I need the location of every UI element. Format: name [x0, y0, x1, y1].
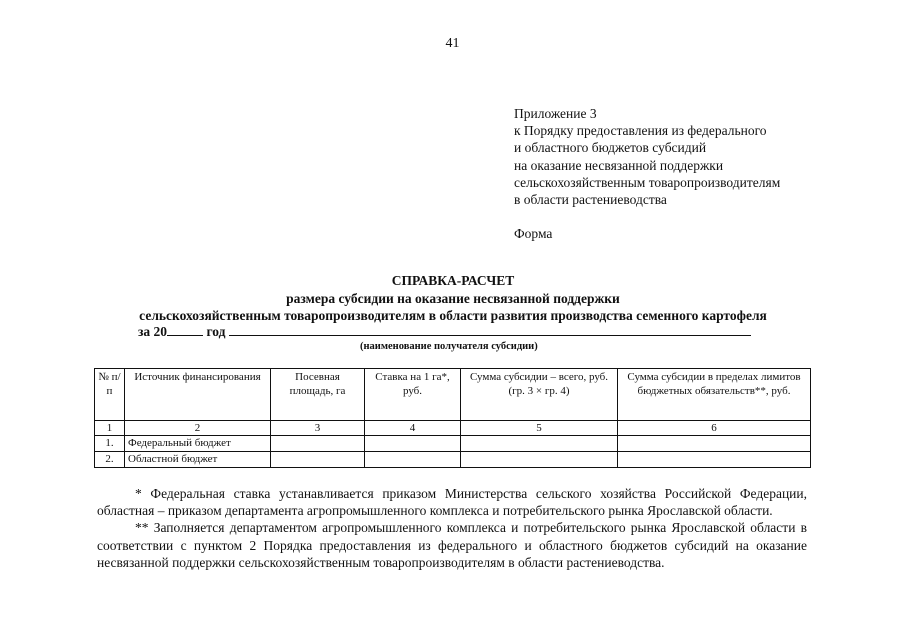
- table-header-row: [95, 369, 811, 421]
- column-number: 3: [271, 421, 365, 436]
- period-line: [138, 323, 751, 340]
- row-rate-cell[interactable]: [365, 436, 461, 452]
- row-subsidy-total-cell[interactable]: [461, 452, 618, 468]
- row-subsidy-limit-cell[interactable]: [618, 436, 811, 452]
- row-rate-cell[interactable]: [365, 452, 461, 468]
- title-line-2: размера субсидии на оказание несвязанной поддержки: [286, 290, 620, 306]
- table-row: [95, 436, 811, 452]
- row-area-cell[interactable]: [271, 452, 365, 468]
- footnote-federal-rate: * Федеральная ставка устанавливается приказом Министерства сельского хозяйства Российской Федерации, областная – приказом департамента агропромышленного комплекса и потребительского рынка Ярославской области.: [97, 486, 807, 519]
- document-title: [96, 272, 810, 325]
- row-area-cell[interactable]: [271, 436, 365, 452]
- appendix-line: к Порядку предоставления из федерального: [514, 123, 767, 139]
- table-row: [95, 452, 811, 468]
- footnote-limit: ** Заполняется департаментом агропромышленного комплекса и потребительского рынка Ярославской области в соответствии с пунктом 2 Порядка предоставления из федерального и областного бюджетов субсидий на оказание несвязанной поддержки сельскохозяйственным товаропроизводителям в области растениеводства.: [97, 520, 807, 570]
- appendix-line: и областного бюджетов субсидий: [514, 140, 707, 156]
- title-line-3: сельскохозяйственным товаропроизводителям в области развития производства семенного картофеля: [139, 308, 767, 323]
- row-source: Областной бюджет: [125, 452, 271, 468]
- column-number: 1: [95, 421, 125, 436]
- page-number: 41: [445, 36, 460, 51]
- column-number: 4: [365, 421, 461, 436]
- appendix-line: сельскохозяйственным товаропроизводителям: [514, 174, 781, 190]
- column-number: 5: [461, 421, 618, 436]
- header-rate: Ставка на 1 га*, руб.: [365, 369, 461, 421]
- row-source: Федеральный бюджет: [125, 436, 271, 452]
- footnotes: [97, 485, 807, 571]
- header-source: Источник финансирования: [125, 369, 271, 421]
- period-suffix: год: [206, 324, 226, 339]
- column-number-row: [95, 421, 811, 436]
- year-blank-field[interactable]: [167, 323, 203, 336]
- row-subsidy-total-cell[interactable]: [461, 436, 618, 452]
- header-subsidy-limit: Сумма субсидии в пределах лимитов бюджетных обязательств**, руб.: [618, 369, 811, 421]
- recipient-caption: (наименование получателя субсидии): [360, 341, 538, 352]
- row-subsidy-limit-cell[interactable]: [618, 452, 811, 468]
- header-number: № п/п: [95, 369, 125, 421]
- row-number: 1.: [95, 436, 125, 452]
- appendix-line: на оказание несвязанной поддержки: [514, 157, 724, 173]
- header-area: Посевная площадь, га: [271, 369, 365, 421]
- calculation-table: [94, 368, 811, 468]
- appendix-header: [514, 105, 780, 242]
- form-label: Форма: [514, 226, 553, 242]
- title-heading: СПРАВКА-РАСЧЕТ: [391, 273, 515, 288]
- column-number: 2: [125, 421, 271, 436]
- column-number: 6: [618, 421, 811, 436]
- period-prefix: за 20: [138, 324, 168, 339]
- header-subsidy-total: Сумма субсидии – всего, руб. (гр. 3 × гр. 4): [461, 369, 618, 421]
- appendix-line: в области растениеводства: [514, 192, 667, 208]
- recipient-name-blank-field[interactable]: [229, 323, 751, 336]
- appendix-line: Приложение 3: [514, 106, 597, 121]
- row-number: 2.: [95, 452, 125, 468]
